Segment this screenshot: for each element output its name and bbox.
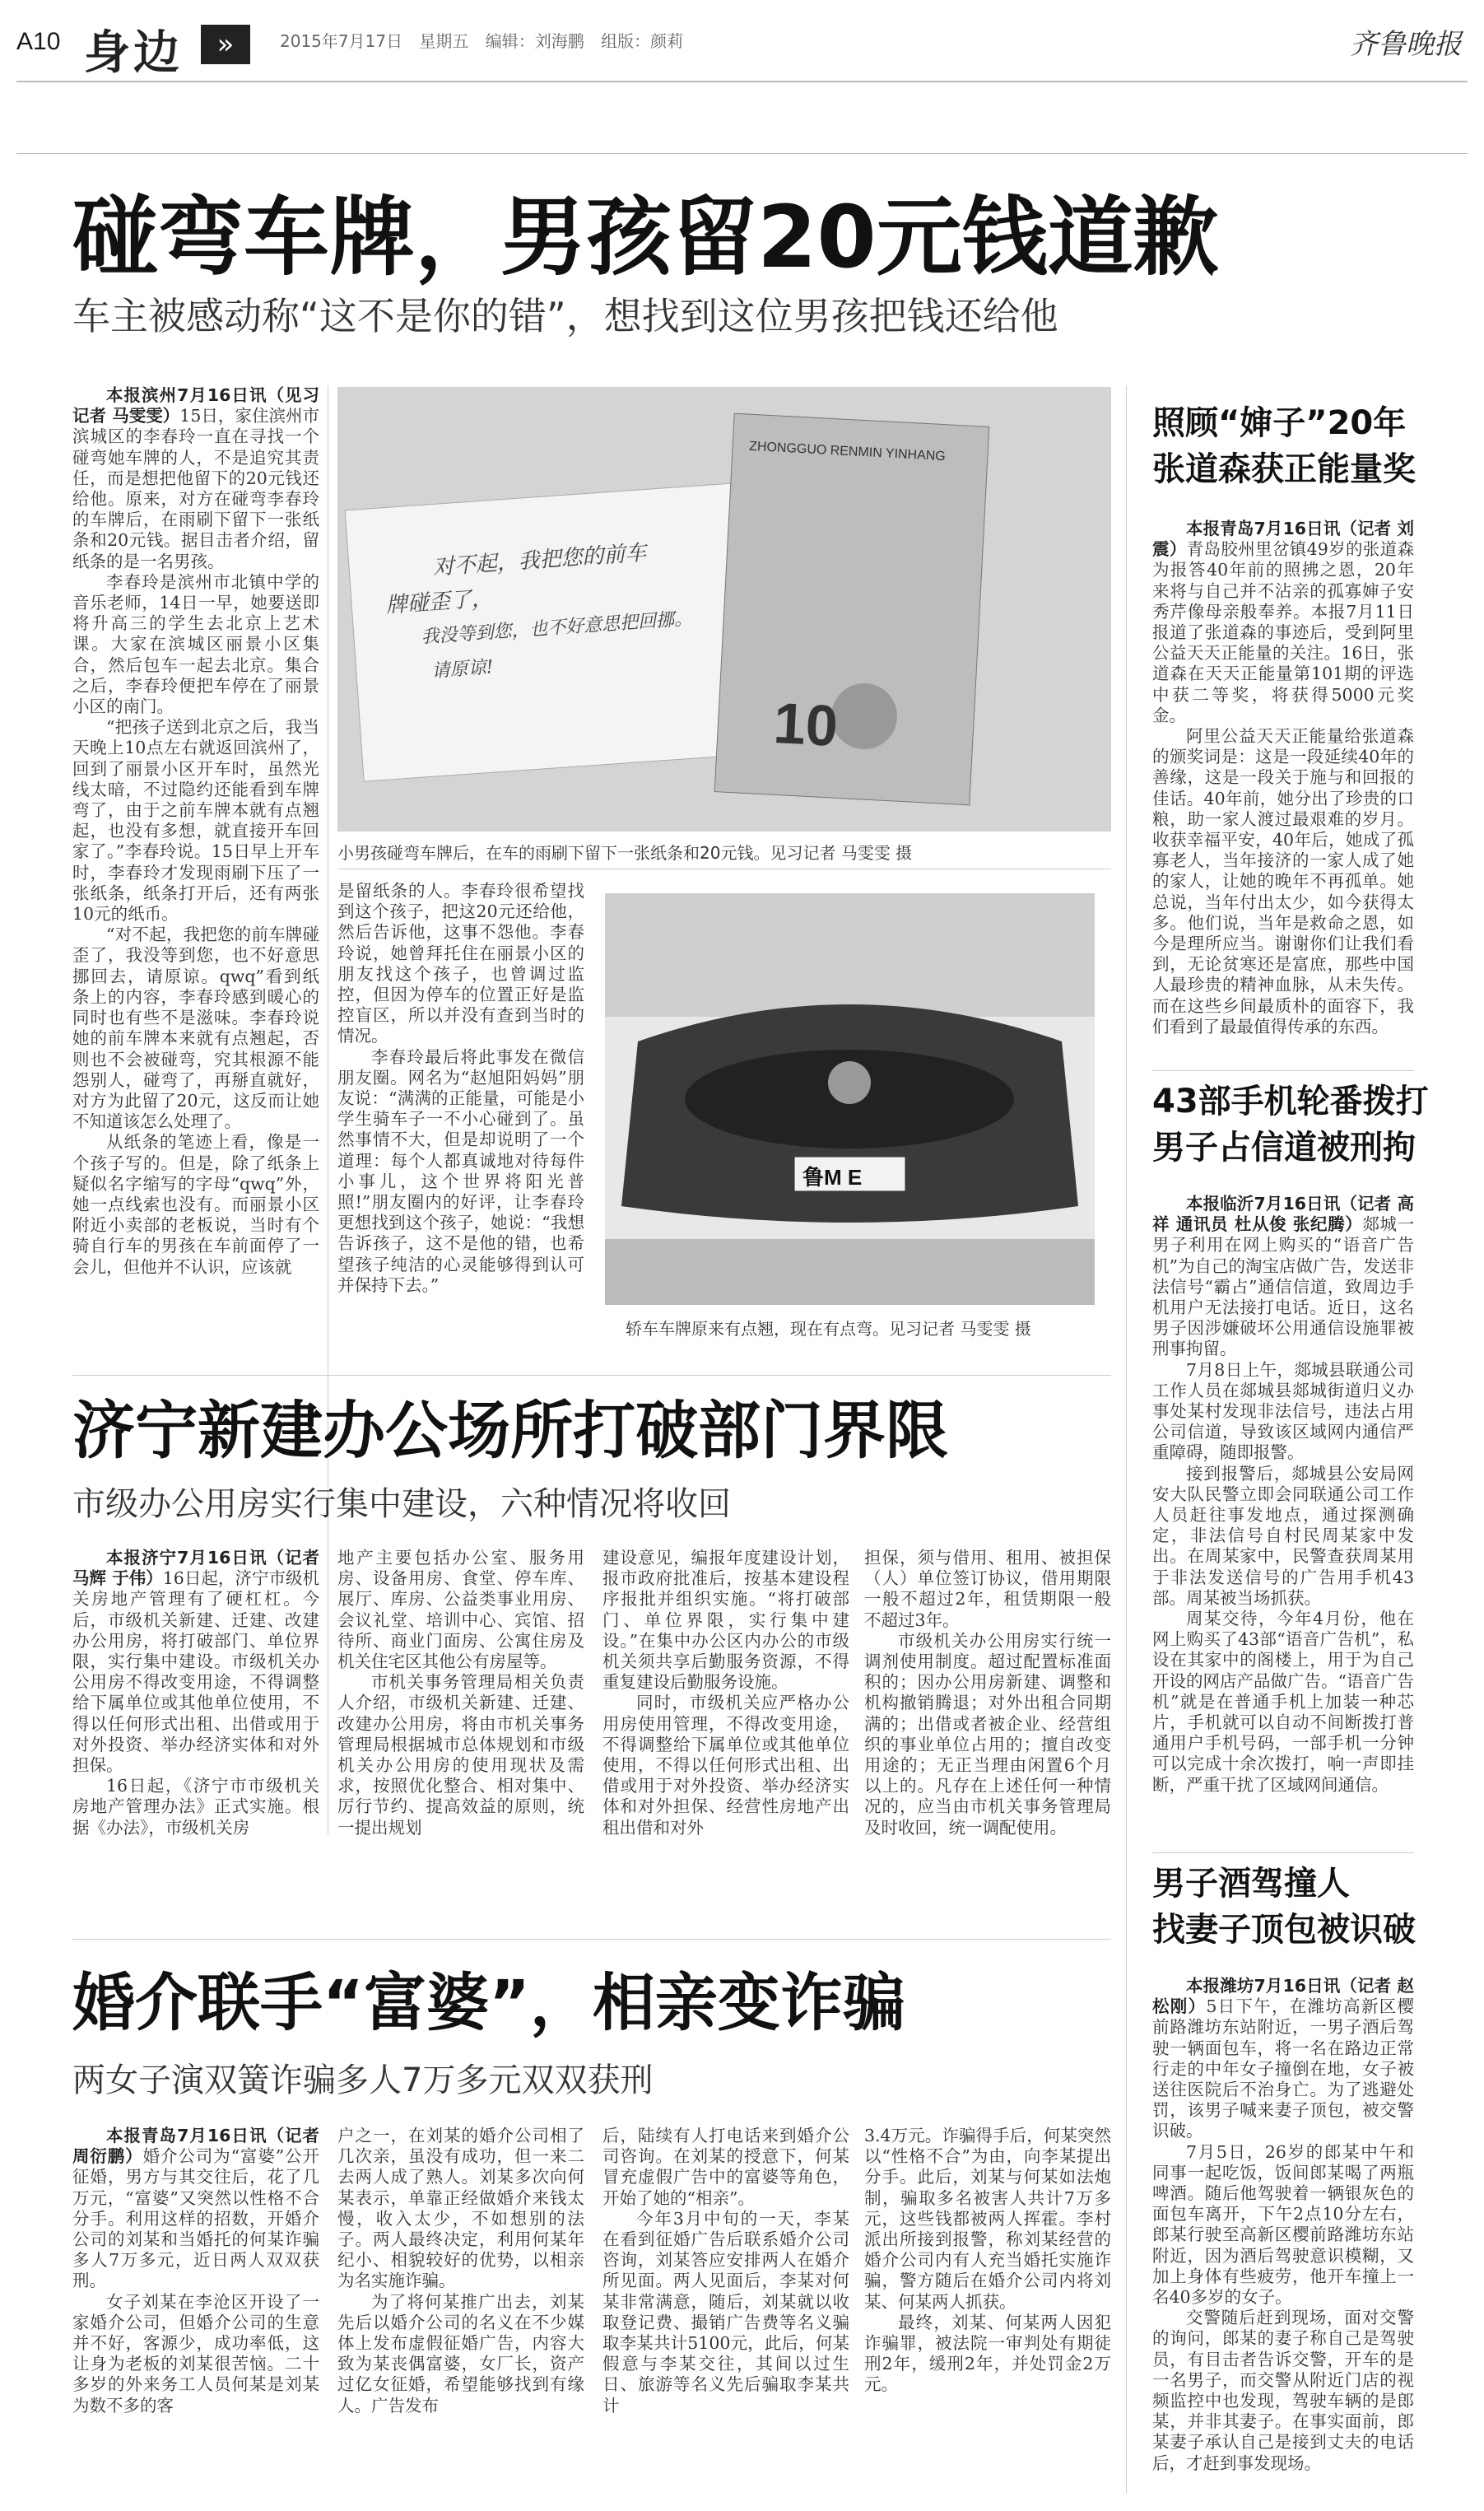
note-line: 牌碰歪了， xyxy=(384,585,494,618)
story1-subhead: 车主被感动称“这不是你的错”，想找到这位男孩把钱还给他 xyxy=(72,294,1058,338)
note-line: 我没等到您，也不好意思把回挪。 xyxy=(420,608,693,649)
sidebar2-paragraph: 周某交待，今年4月份，他在网上购买了43部“语音广告机”，私设在其家中的阁楼上，用于为自己开设的网店产品做广告。“语音广告机”就是在普通手机上加装一种芯片，手机就可以自动不间断拨打普通用户手机号码，一部手机一分钟可以完成十余次拨打，响一声即挂断，严重干扰了区域网间通信。 xyxy=(1152,1609,1414,1795)
story2-paragraph: 16日起，《济宁市市级机关房地产管理办法》正式实施。根据《办法》，市级机关房 xyxy=(72,1776,319,1838)
story3-paragraph: 为了将何某推广出去，刘某先后以婚介公司的名义在不少媒体上发布虚假征婚广告，内容大致为某丧偶富婆，女厂长，资产过亿女征婚，希望能够找到有缘人。广告发布 xyxy=(337,2291,584,2415)
sidebar2-dateline: 本报临沂7月16日讯（记者 高祥 通讯员 杜从俊 张纪腾） xyxy=(1152,1194,1414,1235)
story3-paragraph: 最终，刘某、何某两人因犯诈骗罪，被法院一审判处有期徒刑2年，缓刑2年，并处罚金2万元。 xyxy=(864,2312,1111,2395)
story2-paragraph: 担保，须与借用、租用、被担保（人）单位签订协议，借用期限一般不超过2年，租赁期限一般不超过3年。 xyxy=(864,1548,1111,1630)
sidebar-rule xyxy=(1152,1070,1414,1071)
story3-column-4 xyxy=(864,2126,1111,2488)
story3-column-2 xyxy=(337,2126,584,2488)
story3-paragraph: 后，陆续有人打电话来到婚介公司咨询。在刘某的授意下，何某冒充虚假广告中的富婆等角色，开始了她的“相亲”。 xyxy=(602,2126,849,2208)
story3-headline: 婚介联手“富婆”，相亲变诈骗 xyxy=(72,1966,905,2039)
story3-paragraph: 今年3月中旬的一天，李某在看到征婚广告后联系婚介公司咨询，刘某答应安排两人在婚介所见面。两人见面后，李某对何某非常满意，随后，刘某就以收取登记费、撮销广告费等名义骗取李某共计5100元，此后，何某假意与李某交往，其间以过生日、旅游等名义先后骗取李某共计 xyxy=(602,2208,849,2415)
story1-paragraph: 15日，家住滨州市滨城区的李春玲一直在寻找一个碰弯她车牌的人，不是追究其责任，而是想把他留下的20元钱还给他。原来，对方在碰弯李春玲的车牌后，在雨刷下留下一张纸条和20元钱。据目击者介绍，留纸条的是一名男孩。 xyxy=(72,406,319,571)
sidebar2-paragraph: 接到报警后，郯城县公安局网安大队民警立即会同联通公司工作人员赶往事发地点，通过探测确定，非法信号自村民周某家中发出。在周某家中，民警查获周某用于非法发送信号的广告用手机43部。周某被当场抓获。 xyxy=(1152,1463,1414,1608)
story2-dateline: 本报济宁7月16日讯（记者 马辉 于伟） xyxy=(72,1548,319,1589)
story1-headline: 碰弯车牌，男孩留20元钱道歉 xyxy=(72,187,1219,287)
sidebar2-paragraph: 7月8日上午，郯城县联通公司工作人员在郯城县郯城街道归义办事处某村发现非法信号，违法占用公司信道，导致该区域网内通信严重障碍，随即报警。 xyxy=(1152,1359,1414,1463)
sidebar3-headline-line: 找妻子顶包被识破 xyxy=(1152,1911,1416,1949)
sidebar2-headline-line: 43部手机轮番拨打 xyxy=(1152,1083,1429,1120)
section-arrow-icon: » xyxy=(201,25,250,64)
sidebar1-paragraph: 阿里公益天天正能量给张道森的颁奖词是：这是一段延续40年的善缘，这是一段关于施与和回报的佳话。40年前，她分出了珍贵的口粮，助一家人渡过最艰难的岁月。收获幸福平安，40年后，她成了孤寡老人，当年接济的一家人成了她的家人，让她的晚年不再孤单。她总说，当年付出太少，如今获得太多。他们说，当年是救命之恩，如今是理所应当。谢谢你们让我们看到，无论贫寒还是富庶，那些中国人最珍贵的精神血脉，从未失传。而在这些乡间最质朴的面容下，我们看到了最最值得传承的东西。 xyxy=(1152,726,1414,1037)
note-line: 请原谅! xyxy=(430,657,495,682)
banknote-text: ZHONGGUO RENMIN YINHANG xyxy=(748,439,947,464)
story1-paragraph: 是留纸条的人。李春玲很希望找到这个孩子，把这20元还给他，然后告诉他，这事不怨他。李春玲说，她曾拜托住在丽景小区的朋友找这个孩子，也曾调过监控，但因为停车的位置正好是监控盲区，所以并没有查到当时的情况。 xyxy=(337,881,584,1046)
story2-column-3 xyxy=(602,1548,849,1910)
photo1-caption: 小男孩碰弯车牌后，在车的雨刷下留下一张纸条和20元钱。见习记者 马雯雯 摄 xyxy=(337,843,913,863)
story2-subhead: 市级办公用房实行集中建设，六种情况将收回 xyxy=(72,1485,731,1523)
photo-note-and-money xyxy=(337,387,1111,832)
sidebar1-headline xyxy=(1152,400,1416,492)
story3-paragraph: 婚介公司为“富婆”公开征婚，男方与其交往后，花了几万元，“富婆”又突然以性格不合分手。利用这样的招数，开婚介公司的刘某和当婚托的何某诈骗多人7万多元，近日两人双双获刑。 xyxy=(72,2146,319,2291)
handwritten-note xyxy=(383,533,696,692)
header-rule-2 xyxy=(16,153,1468,154)
sidebar3-paragraph: 5日下午，在潍坊高新区樱前路潍坊东站附近，一男子酒后驾驶一辆面包车，将一名在路边正常行走的中年女子撞倒在地，女子被送往医院后不治身亡。为了逃避处罚，该男子喊来妻子顶包，被交警识破。 xyxy=(1152,1996,1414,2141)
story2-column-4 xyxy=(864,1548,1111,1910)
note-line: 对不起，我把您的前车 xyxy=(431,540,648,580)
sidebar1-headline-line: 张道森获正能量奖 xyxy=(1152,450,1416,488)
story1-paragraph: “把孩子送到北京之后，我当天晚上10点左右就返回滨州了，回到了丽景小区开车时，虽然光线太暗，不过隐约还能看到车牌弯了，由于之前车牌本就有点翘起，也没有多想，就直接开车回家了。”李春玲说。15日早上开车时，李春玲才发现雨刷下压了一张纸条，纸条打开后，还有两张10元的纸币。 xyxy=(72,717,319,925)
sidebar2-paragraph: 郯城一男子利用在网上购买的“语音广告机”为自己的淘宝店做广告，发送非法信号“霸占”通信信道，致周边手机用户无法接打电话。近日，这名男子因涉嫌破坏公用通信设施罪被刑事拘留。 xyxy=(1152,1214,1414,1359)
sidebar3-dateline: 本报潍坊7月16日讯（记者 赵松刚） xyxy=(1152,1976,1414,2017)
story2-headline: 济宁新建办公场所打破部门界限 xyxy=(72,1394,948,1467)
sidebar-rule xyxy=(1152,1852,1414,1853)
story2-top-rule xyxy=(72,1375,1111,1376)
story3-dateline: 本报青岛7月16日讯（记者 周衍鹏） xyxy=(72,2126,319,2167)
story3-paragraph: 女子刘某在李沧区开设了一家婚介公司，但婚介公司的生意并不好，客源少，成功率低，这让身为老板的刘某很苦恼。二十多岁的外来务工人员何某是刘某为数不多的客 xyxy=(72,2291,319,2415)
story1-paragraph: “对不起，我把您的前车牌碰歪了，我没等到您，也不好意思挪回去，请原谅。qwq”看到纸条上的内容，李春玲感到暖心的同时也有些不是滋味。李春玲说她的前车牌本来就有点翘起，否则也不会被碰弯，究其根源不能怨别人，碰弯了，再掰直就好，对方为此留了20元，这反而让她不知道该怎么处理了。 xyxy=(72,925,319,1132)
story3-subhead: 两女子演双簧诈骗多人7万多元双双获刑 xyxy=(72,2061,654,2099)
story2-paragraph: 市机关事务管理局相关负责人介绍，市级机关新建、迁建、改建办公用房，将由市机关事务管理局根据城市总体规划和市级机关办公用房的使用现状及需求，按照优化整合、相对集中、厉行节约、提高效益的原则，统一提出规划 xyxy=(337,1672,584,1838)
car-illustration xyxy=(605,893,1095,1305)
sidebar3-headline-line: 男子酒驾撞人 xyxy=(1152,1865,1350,1903)
story3-top-rule xyxy=(72,1939,1111,1940)
story2-column-1 xyxy=(72,1548,319,1910)
story2-paragraph: 16日起，济宁市级机关房地产管理有了硬杠杠。今后，市级机关新建、迁建、改建办公用房，将打破部门、单位界限，实行集中建设。市级机关办公用房不得改变用途，不得调整给下属单位或其他单位使用，不得以任何形式出租、出借或用于对外投资、举办经济实体和对外担保。 xyxy=(72,1568,319,1776)
story1-paragraph: 从纸条的笔迹上看，像是一个孩子写的。但是，除了纸条上疑似名字缩写的字母“qwq”外，她一点线索也没有。而丽景小区附近小卖部的老板说，当时有个骑自行车的男孩在车前面停了一会儿，但他并不认识，应该就 xyxy=(72,1132,319,1277)
sidebar3-headline xyxy=(1152,1861,1416,1953)
sidebar1-body xyxy=(1152,519,1414,1062)
sidebar3-paragraph: 交警随后赶到现场，面对交警的询问，郎某的妻子称自己是驾驶员，有目击者告诉交警，开车的是一名男子，而交警从附近门店的视频监控中也发现，驾驶车辆的是郎某，并非其妻子。在事实面前，郎某妻子承认自己是接到丈夫的电话后，才赶到事发现场。 xyxy=(1152,2308,1414,2473)
sidebar3-body xyxy=(1152,1976,1414,2486)
story3-paragraph: 3.4万元。诈骗得手后，何某突然以“性格不合”为由，向李某提出分手。此后，刘某与何某如法炮制，骗取多名被害人共计7万多元，这些钱都被两人挥霍。李村派出所接到报警，称刘某经营的婚介公司内有人充当婚托实施诈骗，警方随后在婚介公司内将刘某、何某两人抓获。 xyxy=(864,2126,1111,2312)
issue-meta: 2015年7月17日 星期五 编辑：刘海鹏 组版：颜莉 xyxy=(280,31,684,51)
header-rule xyxy=(16,81,1468,82)
sidebar2-body xyxy=(1152,1194,1414,1844)
sidebar2-headline xyxy=(1152,1078,1429,1171)
sidebar3-paragraph: 7月5日，26岁的郎某中午和同事一起吃饭，饭间郎某喝了两瓶啤酒。随后他驾驶着一辆银灰色的面包车离开，下午2点10分左右，郎某行驶至高新区樱前路潍坊东站附近，因为酒后驾驶意识模糊，又加上身体有些疲劳，他开车撞上一名40多岁的女子。 xyxy=(1152,2141,1414,2308)
story2-column-2 xyxy=(337,1548,584,1910)
sidebar1-headline-line: 照顾“婶子”20年 xyxy=(1152,404,1407,442)
story2-paragraph: 地产主要包括办公室、服务用房、设备用房、食堂、停车库、展厅、库房、公益类事业用房、会议礼堂、培训中心、宾馆、招待所、商业门面房、公寓住房及机关住宅区其他公有房屋等。 xyxy=(337,1548,584,1672)
story2-paragraph: 建设意见，编报年度建设计划，报市政府批准后，按基本建设程序报批并组织实施。“将打破部门、单位界限，实行集中建设。”在集中办公区内办公的市级机关须共享后勤服务资源，不得重复建设后勤服务设施。 xyxy=(602,1548,849,1693)
sidebar1-dateline: 本报青岛7月16日讯（记者 刘震） xyxy=(1152,519,1414,560)
photo-car-plate xyxy=(605,893,1095,1305)
story3-column-1 xyxy=(72,2126,319,2488)
page-number: A10 xyxy=(16,28,61,55)
story1-paragraph: 李春玲是滨州市北镇中学的音乐老师，14日一早，她要送即将升高三的学生去北京上艺术课。大家在滨城区丽景小区集合，然后包车一起去北京。集合之后，李春玲便把车停在了丽景小区的南门。 xyxy=(72,571,319,717)
section-title: 身边 xyxy=(84,26,183,80)
photo2-caption: 轿车车牌原来有点翘，现在有点弯。见习记者 马雯雯 摄 xyxy=(626,1319,1031,1339)
sidebar2-headline-line: 男子占信道被刑拘 xyxy=(1152,1129,1416,1167)
sidebar1-paragraph: 青岛胶州里岔镇49岁的张道森为报答40年前的照拂之恩，20年来将与自己并不沾亲的孤寡婶子安秀芹像母亲般奉养。本报7月11日报道了张道森的事迹后，受到阿里公益天天正能量的关注。16日，张道森在天天正能量第101期的评选中获二等奖，将获得5000元奖金。 xyxy=(1152,539,1414,725)
banknote-value: 10 xyxy=(772,691,840,758)
license-plate: 鲁M E xyxy=(802,1165,863,1190)
story2-paragraph: 同时，市级机关应严格办公用房使用管理，不得改变用途，不得调整给下属单位或其他单位使用，不得以任何形式出租、出借或用于对外投资、举办经济实体和对外担保、经营性房地产出租出借和对外 xyxy=(602,1693,849,1838)
story2-paragraph: 市级机关办公用房实行统一调剂使用制度。超过配置标准面积的；因办公用房新建、调整和机构撤销腾退；对外出租合同期满的；出借或者被企业、经营组织的事业单位占用的；擅自改变用途的；无正当理由闲置6个月以上的。凡存在上述任何一种情况的，应当由市机关事务管理局及时收回，统一调配使用。 xyxy=(864,1630,1111,1838)
story3-column-3 xyxy=(602,2126,849,2488)
story1-paragraph: 李春玲最后将此事发在微信朋友圈。网名为“赵旭阳妈妈”朋友说：“满满的正能量，可能是小学生骑车子一不小心碰到了。虽然事情不大，但是却说明了一个道理：每个人都真诚地对待每件小事儿，这个世界将阳光普照!”朋友圈内的好评，让李春玲更想找到这个孩子，她说：“我想告诉孩子，这不是他的错，也希望孩子纯洁的心灵能够得到认可并保持下去。” xyxy=(337,1046,584,1295)
sidebar-divider xyxy=(1126,385,1127,2493)
story1-dateline: 本报滨州7月16日讯（见习记者 马雯雯） xyxy=(72,385,319,426)
story3-paragraph: 户之一，在刘某的婚介公司相了几次亲，虽没有成功，但一来二去两人成了熟人。刘某多次向何某表示，单靠正经做婚介来钱太慢，收入太少，不如想别的法子。两人最终决定，利用何某年纪小、相貌较好的优势，以相亲为名实施诈骗。 xyxy=(337,2126,584,2291)
newspaper-logo: 齐鲁晚报 xyxy=(1350,28,1462,61)
